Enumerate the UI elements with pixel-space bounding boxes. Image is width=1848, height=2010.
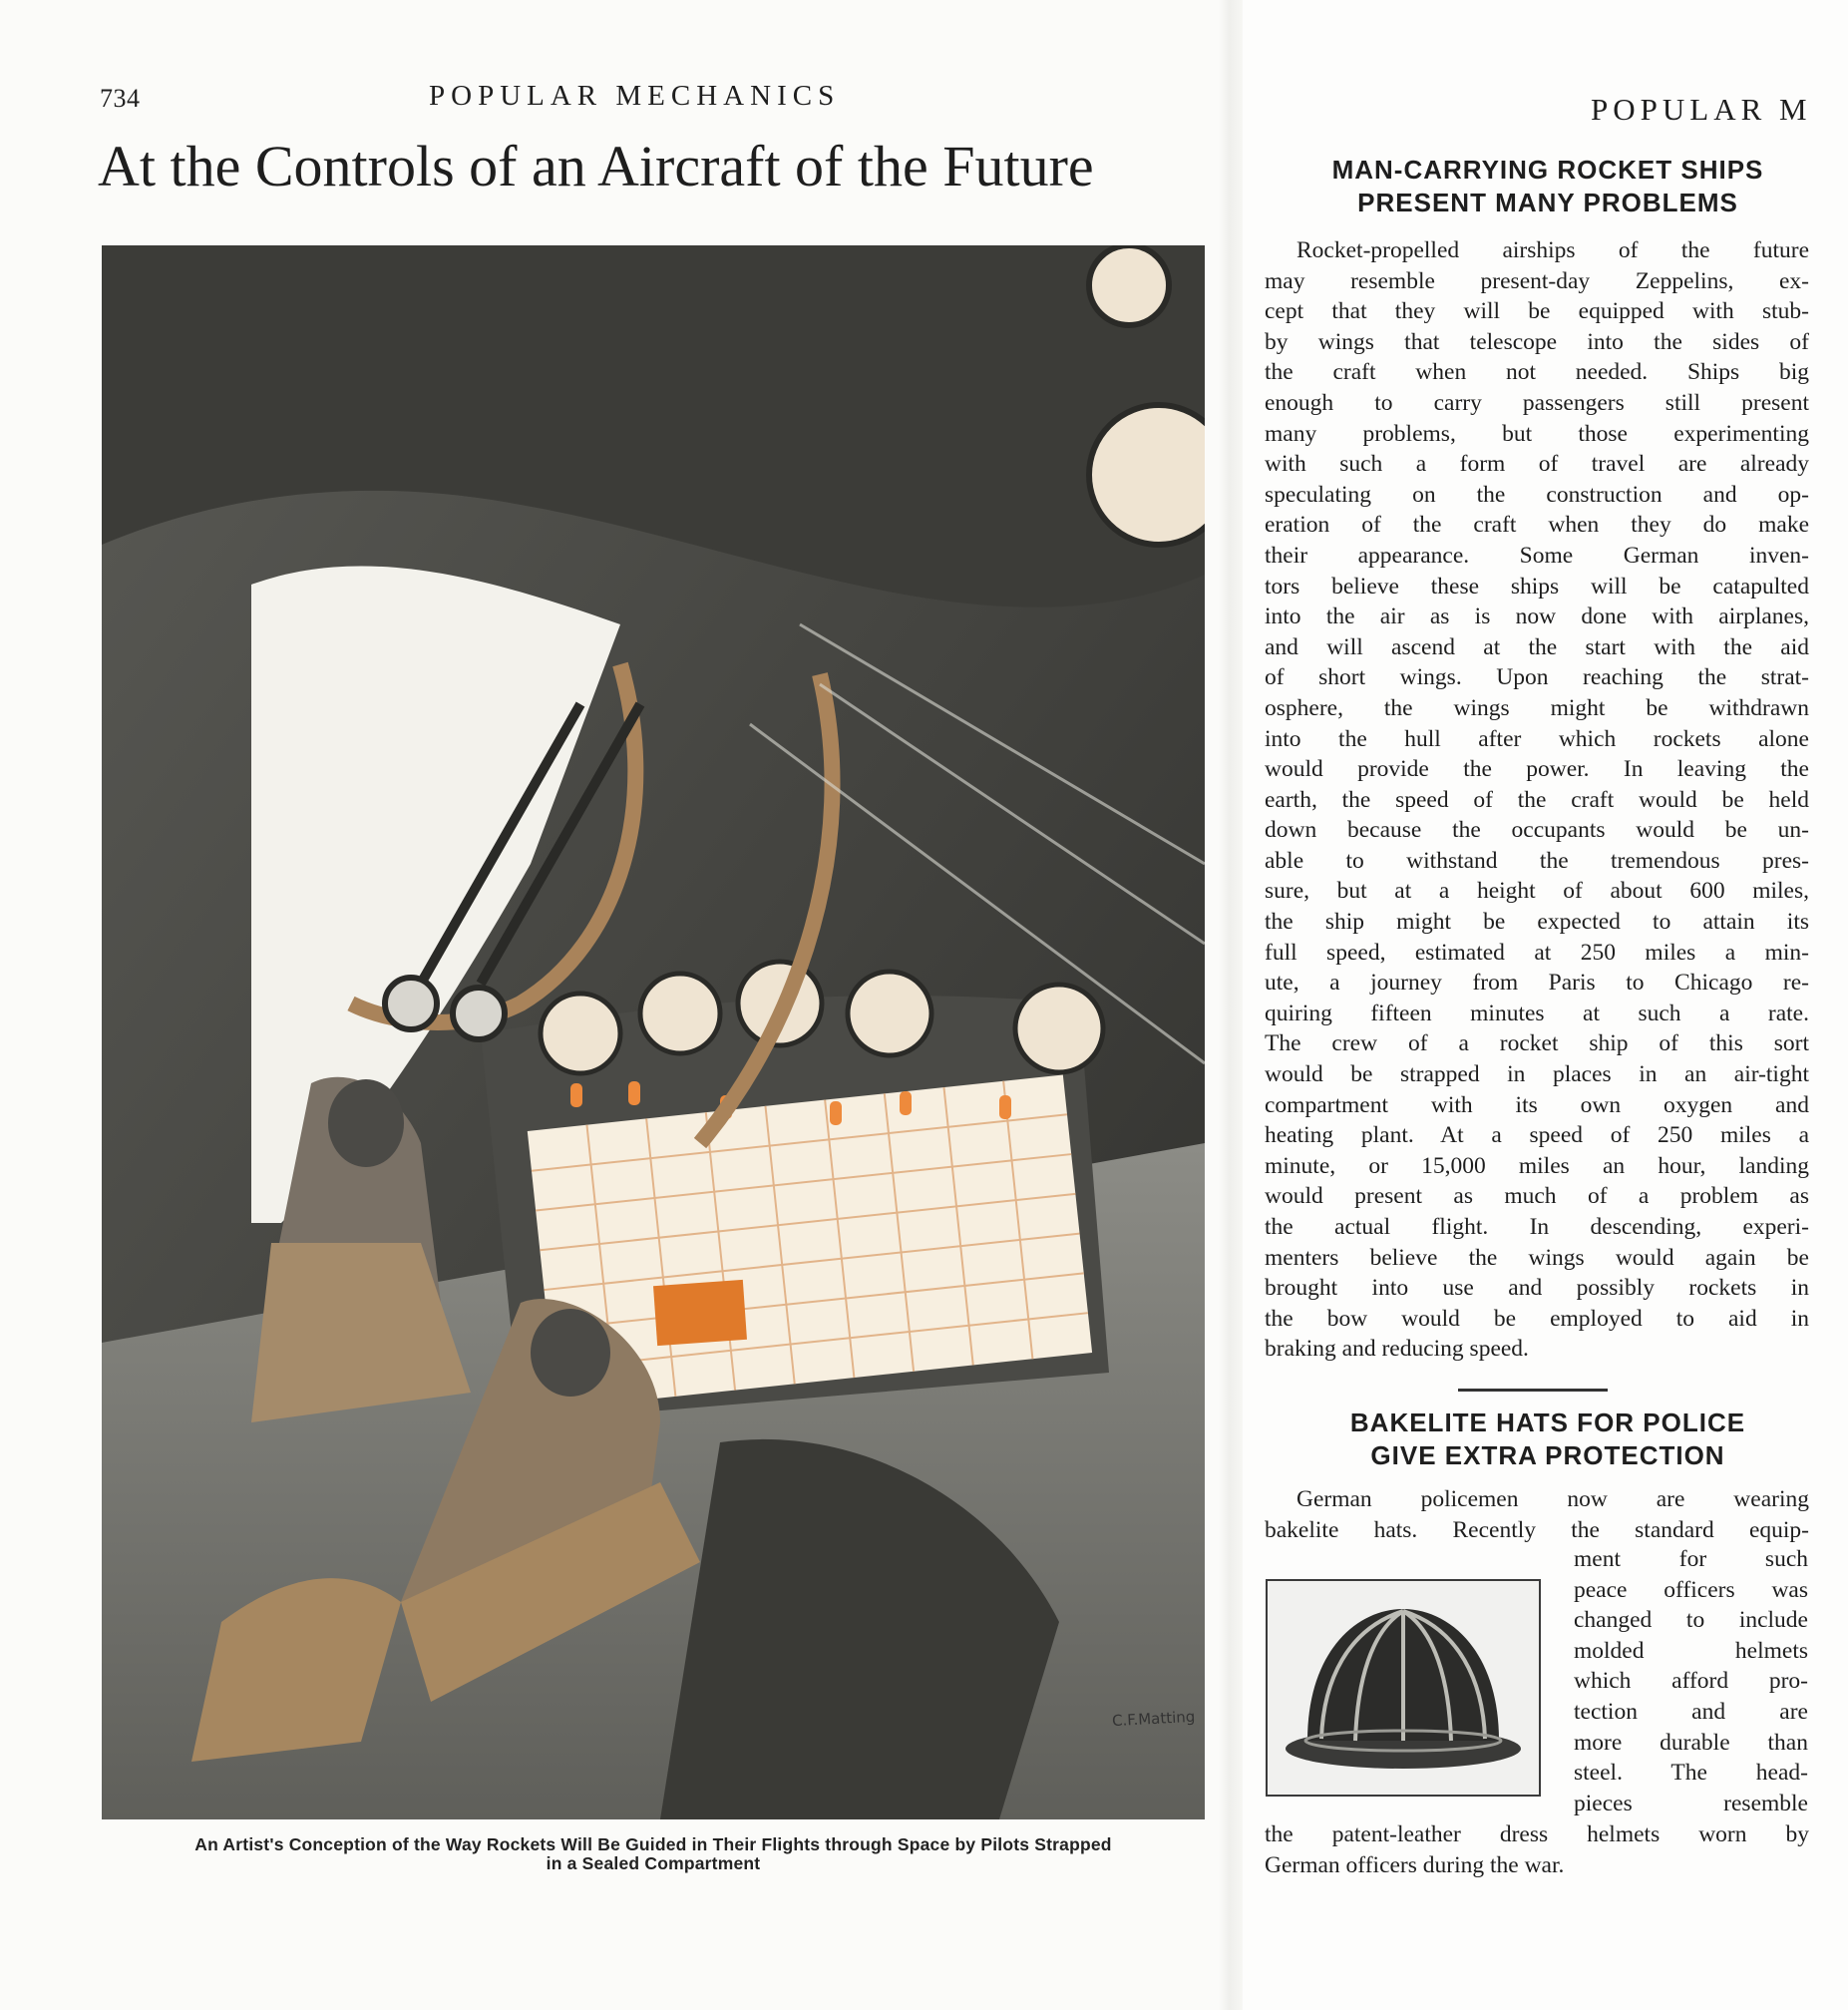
body-line: the bow would be employed to aid in: [1265, 1305, 1809, 1332]
body-line: into the hull after which rockets alone: [1265, 725, 1809, 752]
running-head-left: POPULAR MECHANICS: [429, 80, 841, 112]
body-line: eration of the craft when they do make: [1265, 512, 1809, 539]
headline: At the Controls of an Aircraft of the Future: [98, 138, 1094, 196]
body-line: would be strapped in places in an air-tight: [1265, 1061, 1809, 1088]
body-line: the craft when not needed. Ships big: [1265, 359, 1809, 386]
body-line: may resemble present-day Zeppelins, ex-: [1265, 267, 1809, 294]
body-line: of short wings. Upon reaching the strat-: [1265, 664, 1809, 691]
illustration-caption: [102, 1835, 1205, 1873]
body-line: their appearance. Some German inven-: [1265, 542, 1809, 569]
body-line: minute, or 15,000 miles an hour, landing: [1265, 1152, 1809, 1179]
article-2-body-intro: [1265, 1484, 1809, 1545]
article-2-body-tail: [1265, 1819, 1809, 1880]
body-line: cept that they will be equipped with stub-: [1265, 298, 1809, 325]
body-line: earth, the speed of the craft would be held: [1265, 786, 1809, 813]
body-line: heating plant. At a speed of 250 miles a: [1265, 1122, 1809, 1149]
body-line: the ship might be expected to attain its: [1265, 909, 1809, 936]
body-line: pieces resemble: [1574, 1790, 1808, 1816]
body-line: changed to include: [1574, 1607, 1808, 1634]
page-gutter: [1219, 0, 1243, 2010]
body-line: peace officers was: [1574, 1576, 1808, 1603]
body-line: bakelite hats. Recently the standard equip-: [1265, 1516, 1809, 1543]
cockpit-illustration-drawing: [102, 245, 1205, 1819]
article-1-body: [1265, 235, 1809, 1365]
helmet-photo: [1266, 1579, 1541, 1797]
body-line: braking and reducing speed.: [1265, 1336, 1529, 1363]
body-line: many problems, but those experimenting: [1265, 420, 1809, 447]
body-line: Rocket-propelled airships of the future: [1296, 237, 1809, 263]
helmet-icon: [1268, 1581, 1539, 1795]
body-line: tection and are: [1574, 1698, 1808, 1725]
body-line: and will ascend at the start with the aid: [1265, 633, 1809, 660]
article-1-heading: [1259, 154, 1837, 219]
article-2-heading: [1259, 1407, 1837, 1472]
heading-line: PRESENT MANY PROBLEMS: [1357, 188, 1738, 217]
body-line: quiring fifteen minutes at such a rate.: [1265, 1000, 1809, 1026]
body-line: into the air as is now done with airplanes,: [1265, 603, 1809, 630]
body-line: enough to carry passengers still present: [1265, 389, 1809, 416]
body-line: would present as much of a problem as: [1265, 1183, 1809, 1210]
section-divider: [1458, 1389, 1608, 1392]
body-line: would provide the power. In leaving the: [1265, 756, 1809, 783]
running-head-right: POPULAR M: [1591, 92, 1812, 127]
heading-line: MAN-CARRYING ROCKET SHIPS: [1331, 155, 1764, 185]
body-line: brought into use and possibly rockets in: [1265, 1275, 1809, 1302]
body-line: more durable than: [1574, 1729, 1808, 1756]
page-number: 734: [100, 84, 141, 113]
body-line: with such a form of travel are already: [1265, 451, 1809, 478]
caption-line: An Artist's Conception of the Way Rockets Will Be Guided in Their Flights through Space by Pilots Strapped: [194, 1834, 1112, 1854]
heading-line: BAKELITE HATS FOR POLICE: [1349, 1407, 1746, 1437]
caption-line: in a Sealed Compartment: [546, 1853, 761, 1873]
artist-signature: C.F.Matting: [1111, 1707, 1196, 1731]
body-line: down because the occupants would be un-: [1265, 817, 1809, 844]
body-line: molded helmets: [1574, 1637, 1808, 1664]
body-line: full speed, estimated at 250 miles a min-: [1265, 939, 1809, 966]
body-line: compartment with its own oxygen and: [1265, 1091, 1809, 1118]
body-line: by wings that telescope into the sides of: [1265, 328, 1809, 355]
cockpit-illustration: [102, 245, 1205, 1819]
body-line: German policemen now are wearing: [1296, 1486, 1809, 1512]
body-line: tors believe these ships will be catapulted: [1265, 573, 1809, 600]
body-line: menters believe the wings would again be: [1265, 1244, 1809, 1271]
body-line: The crew of a rocket ship of this sort: [1265, 1030, 1809, 1057]
body-line: sure, but at a height of about 600 miles,: [1265, 878, 1809, 905]
body-line: the actual flight. In descending, experi-: [1265, 1214, 1809, 1240]
body-line: which afford pro-: [1574, 1668, 1808, 1695]
body-line: ment for such: [1574, 1546, 1808, 1572]
heading-line: GIVE EXTRA PROTECTION: [1370, 1440, 1725, 1470]
body-line: steel. The head-: [1574, 1760, 1808, 1787]
body-line: able to withstand the tremendous pres-: [1265, 847, 1809, 874]
body-line: ute, a journey from Paris to Chicago re-: [1265, 970, 1809, 997]
article-2-body-wrap: [1574, 1544, 1808, 1818]
body-line: German officers during the war.: [1265, 1851, 1565, 1878]
body-line: speculating on the construction and op-: [1265, 481, 1809, 508]
body-line: the patent-leather dress helmets worn by: [1265, 1821, 1809, 1847]
body-line: osphere, the wings might be withdrawn: [1265, 694, 1809, 721]
